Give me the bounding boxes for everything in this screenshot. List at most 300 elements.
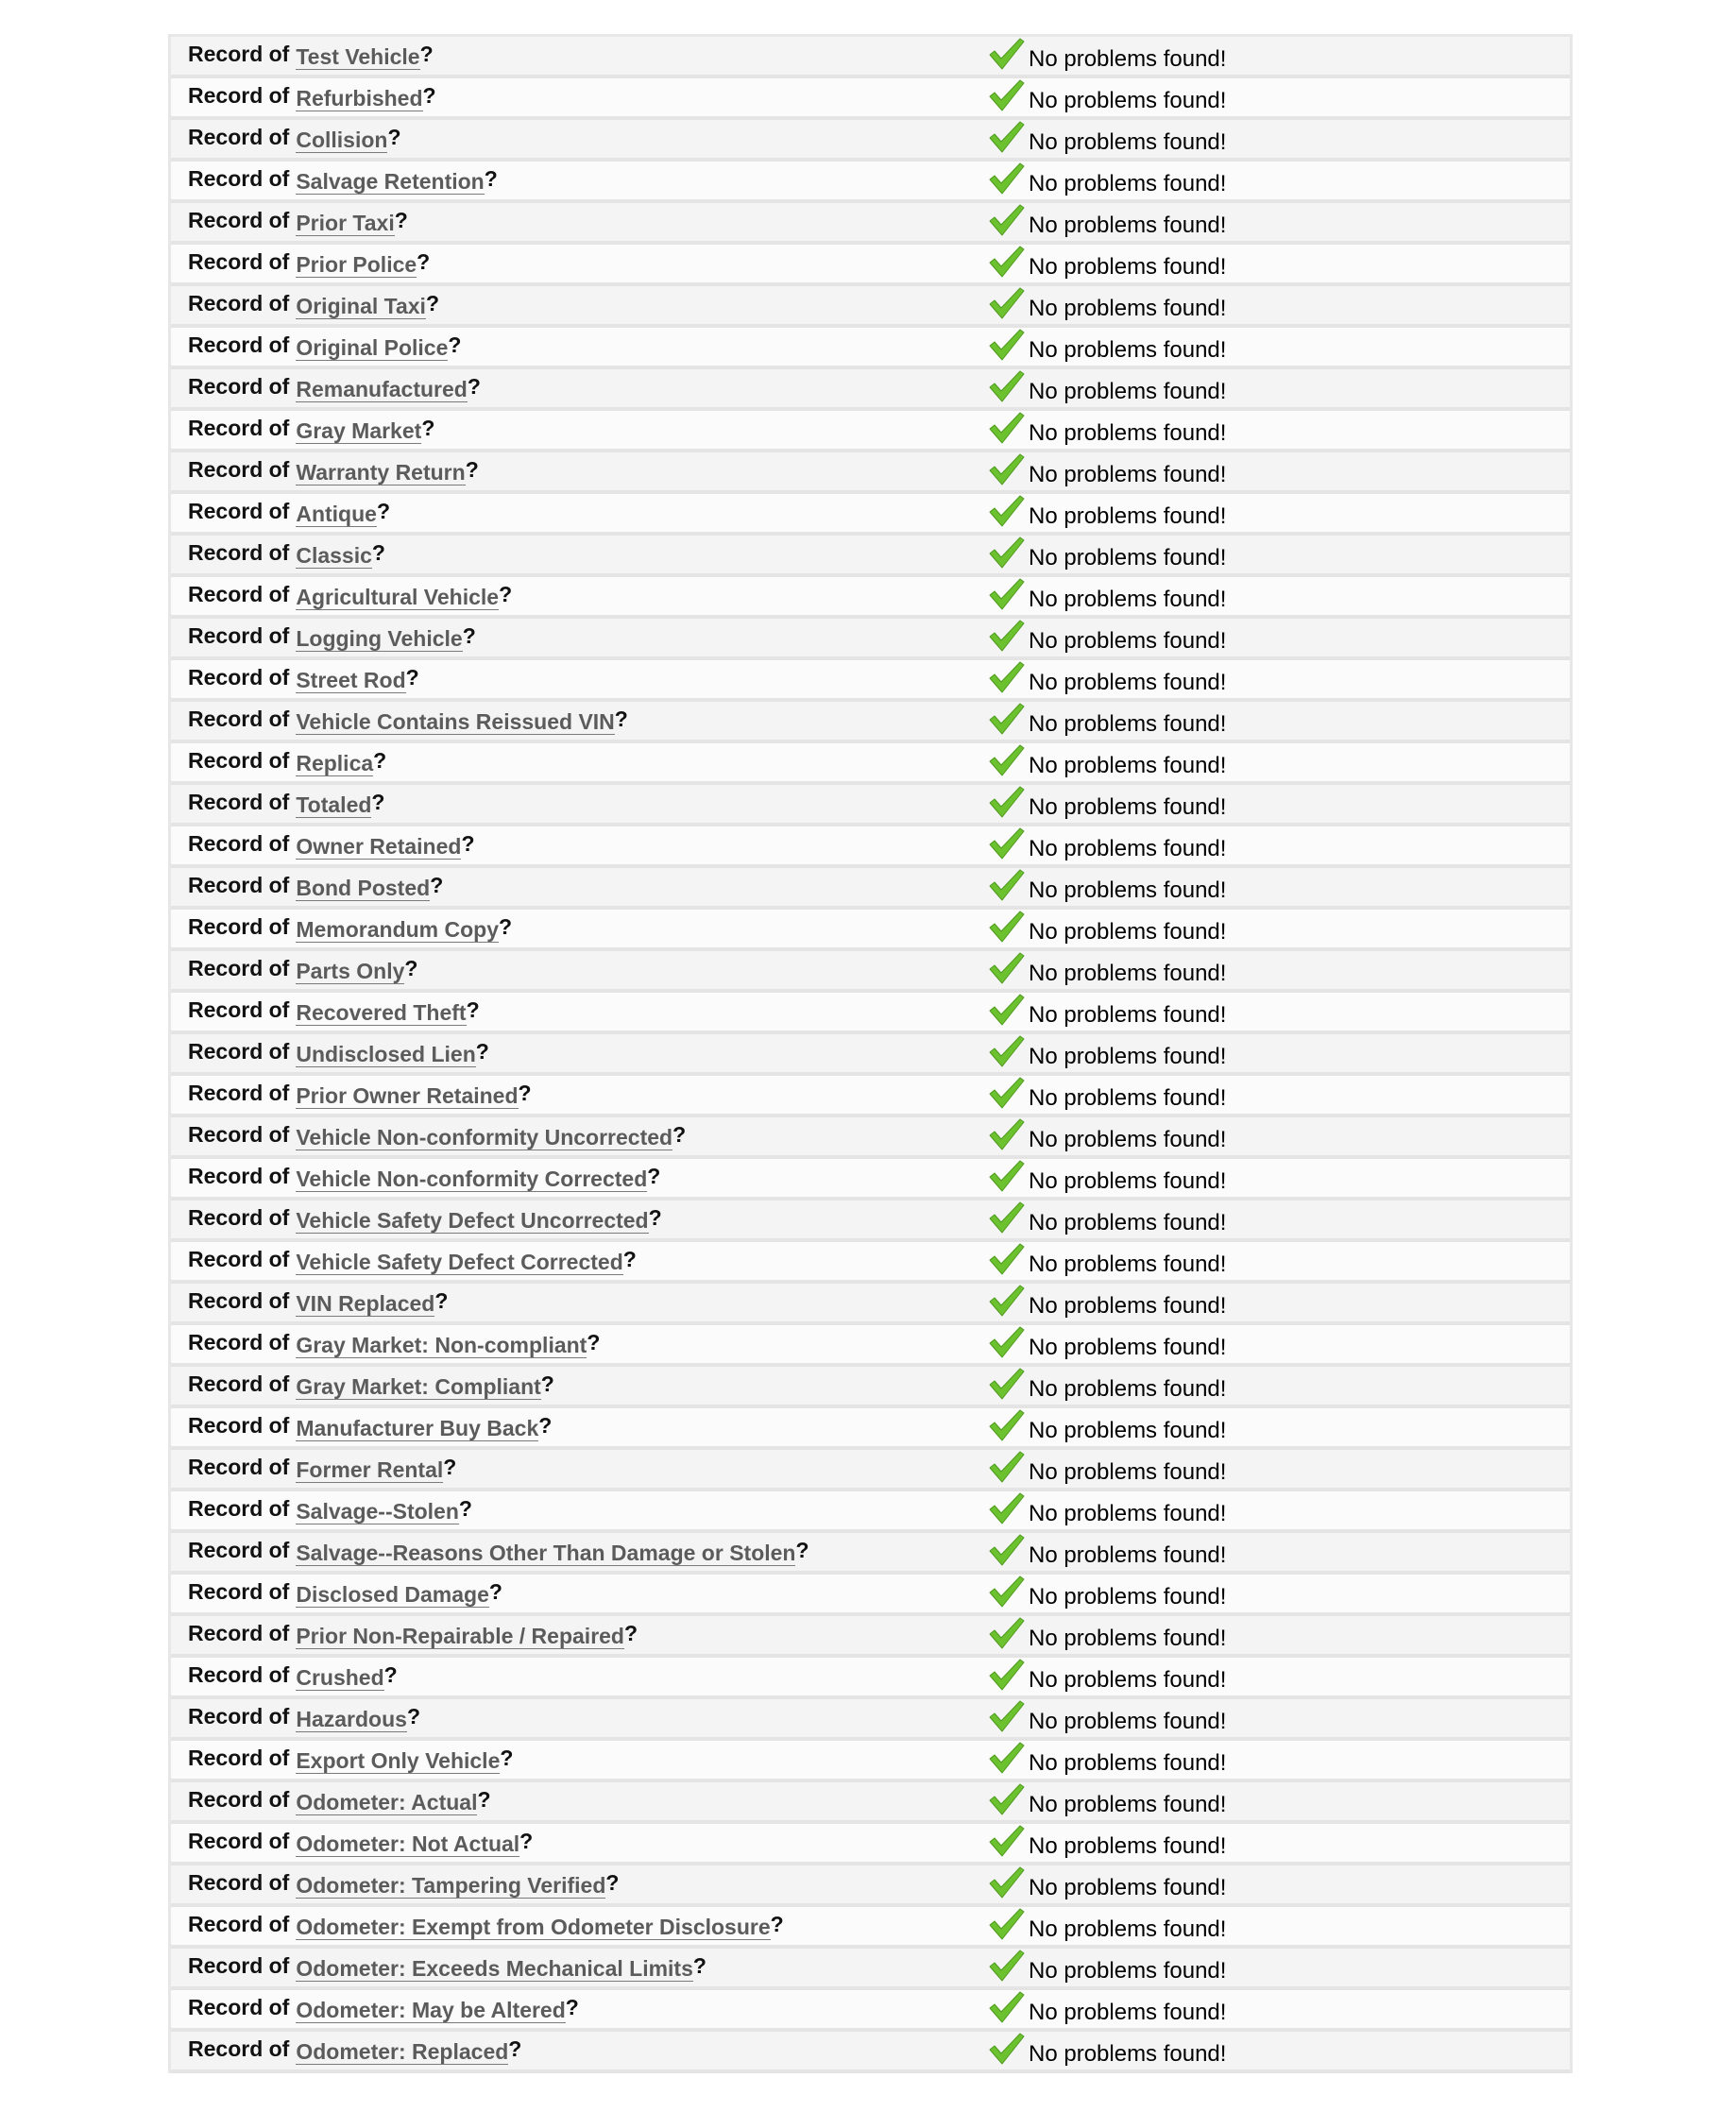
table-row — [171, 702, 1570, 743]
status-text: No problems found! — [1029, 2041, 1227, 2067]
record-type-link[interactable]: Antique — [296, 502, 377, 526]
table-row — [171, 1616, 1570, 1658]
record-suffix: ? — [622, 1247, 637, 1271]
checkmark-icon — [989, 2033, 1025, 2065]
record-suffix: ? — [484, 166, 498, 191]
record-label — [188, 1246, 637, 1272]
record-suffix: ? — [499, 582, 513, 606]
record-prefix: Record of — [188, 374, 290, 399]
checkmark-icon — [989, 79, 1025, 111]
record-type-link[interactable]: Odometer: Exceeds Mechanical Limits — [296, 1956, 693, 1981]
record-label — [188, 207, 408, 233]
record-type-link[interactable]: Remanufactured — [296, 377, 468, 401]
record-suffix: ? — [587, 1330, 601, 1354]
checkmark-icon — [989, 786, 1025, 818]
record-label — [188, 1121, 686, 1148]
checkmark-icon — [989, 620, 1025, 652]
table-row — [171, 1491, 1570, 1533]
checkmark-icon — [989, 1243, 1025, 1275]
record-type-link[interactable]: Prior Non-Repairable / Repaired — [296, 1624, 624, 1648]
record-label — [188, 1703, 420, 1729]
record-suffix: ? — [477, 1787, 491, 1812]
status-text: No problems found! — [1029, 337, 1227, 363]
checkmark-icon — [989, 1617, 1025, 1649]
record-prefix: Record of — [188, 499, 290, 523]
status-text: No problems found! — [1029, 919, 1227, 945]
checkmark-icon — [989, 38, 1025, 70]
record-suffix: ? — [443, 1455, 457, 1479]
checkmark-icon — [989, 1950, 1025, 1982]
record-suffix: ? — [466, 997, 480, 1022]
record-suffix: ? — [518, 1081, 532, 1105]
record-suffix: ? — [406, 1704, 420, 1729]
record-label — [188, 1038, 489, 1065]
record-prefix: Record of — [188, 1496, 290, 1521]
record-type-link[interactable]: Replica — [296, 751, 374, 775]
record-type-link[interactable]: Collision — [296, 128, 388, 152]
table-row — [171, 993, 1570, 1034]
table-row — [171, 1325, 1570, 1367]
record-prefix: Record of — [188, 1621, 290, 1645]
table-row — [171, 120, 1570, 162]
table-row — [171, 743, 1570, 785]
record-suffix: ? — [540, 1371, 554, 1396]
record-suffix: ? — [371, 540, 385, 565]
table-row — [171, 619, 1570, 660]
record-suffix: ? — [404, 956, 418, 980]
table-row — [171, 1284, 1570, 1325]
checkmark-icon — [989, 744, 1025, 776]
table-row — [171, 660, 1570, 702]
record-check-table — [168, 34, 1573, 2073]
table-row — [171, 286, 1570, 328]
record-label — [188, 124, 401, 150]
record-prefix: Record of — [188, 1746, 290, 1770]
record-suffix: ? — [422, 83, 436, 108]
table-row — [171, 1865, 1570, 1907]
record-type-link[interactable]: Disclosed Damage — [296, 1582, 489, 1607]
checkmark-icon — [989, 1700, 1025, 1732]
record-type-link[interactable]: Bond Posted — [296, 876, 431, 900]
record-type-link[interactable]: Original Taxi — [296, 294, 426, 318]
status-text: No problems found! — [1029, 1875, 1227, 1900]
record-prefix: Record of — [188, 873, 290, 897]
table-row — [171, 2032, 1570, 2073]
record-suffix: ? — [448, 332, 462, 357]
status-text: No problems found! — [1029, 877, 1227, 903]
record-prefix: Record of — [188, 665, 290, 690]
record-label — [188, 830, 475, 857]
checkmark-icon — [989, 952, 1025, 984]
record-prefix: Record of — [188, 1122, 290, 1147]
checkmark-icon — [989, 204, 1025, 236]
status-text: No problems found! — [1029, 503, 1227, 529]
record-prefix: Record of — [188, 748, 290, 773]
record-label — [188, 1287, 448, 1314]
record-suffix: ? — [500, 1746, 514, 1770]
record-type-link[interactable]: Odometer: Replaced — [296, 2039, 509, 2064]
status-text: No problems found! — [1029, 1958, 1227, 1984]
record-prefix: Record of — [188, 1205, 290, 1230]
table-row — [171, 1159, 1570, 1201]
record-label — [188, 789, 384, 815]
checkmark-icon — [989, 495, 1025, 527]
table-row — [171, 536, 1570, 577]
record-suffix: ? — [623, 1621, 638, 1645]
record-prefix: Record of — [188, 1662, 290, 1687]
record-suffix: ? — [373, 748, 387, 773]
record-suffix: ? — [462, 623, 476, 648]
table-row — [171, 1367, 1570, 1408]
table-row — [171, 1533, 1570, 1575]
record-prefix: Record of — [188, 166, 290, 191]
checkmark-icon — [989, 287, 1025, 319]
table-row — [171, 1076, 1570, 1117]
record-suffix: ? — [508, 2036, 522, 2061]
record-prefix: Record of — [188, 208, 290, 232]
table-row — [171, 1242, 1570, 1284]
status-text: No problems found! — [1029, 1293, 1227, 1319]
checkmark-icon — [989, 1534, 1025, 1566]
record-suffix: ? — [371, 790, 385, 814]
status-text: No problems found! — [1029, 836, 1227, 861]
record-label — [188, 913, 512, 940]
record-suffix: ? — [692, 1953, 706, 1978]
record-label — [188, 1745, 513, 1771]
record-type-link[interactable]: Recovered Theft — [296, 1000, 467, 1025]
record-label — [188, 1204, 662, 1231]
record-type-link[interactable]: Street Rod — [296, 668, 406, 692]
record-label — [188, 664, 419, 690]
checkmark-icon — [989, 1991, 1025, 2023]
record-type-link[interactable]: Agricultural Vehicle — [296, 585, 500, 609]
record-prefix: Record of — [188, 457, 290, 482]
checkmark-icon — [989, 121, 1025, 153]
record-type-link[interactable]: Prior Owner Retained — [296, 1083, 519, 1108]
record-prefix: Record of — [188, 42, 290, 66]
status-text: No problems found! — [1029, 1667, 1227, 1693]
status-text: No problems found! — [1029, 711, 1227, 737]
record-prefix: Record of — [188, 623, 290, 648]
checkmark-icon — [989, 453, 1025, 485]
record-label — [188, 1911, 784, 1937]
record-type-link[interactable]: Vehicle Safety Defect Corrected — [296, 1250, 623, 1274]
record-prefix: Record of — [188, 1704, 290, 1729]
record-label — [188, 373, 481, 400]
status-text: No problems found! — [1029, 1916, 1227, 1942]
table-row — [171, 826, 1570, 868]
record-label — [188, 498, 390, 524]
record-suffix: ? — [467, 374, 481, 399]
table-row — [171, 369, 1570, 411]
record-suffix: ? — [565, 1995, 579, 2019]
record-prefix: Record of — [188, 1455, 290, 1479]
status-text: No problems found! — [1029, 1127, 1227, 1152]
table-row — [171, 1990, 1570, 2032]
record-type-link[interactable]: Owner Retained — [296, 834, 462, 859]
record-type-link[interactable]: Gray Market: Compliant — [296, 1374, 541, 1399]
table-row — [171, 1117, 1570, 1159]
record-label — [188, 1952, 706, 1979]
status-text: No problems found! — [1029, 213, 1227, 238]
record-prefix: Record of — [188, 1371, 290, 1396]
checkmark-icon — [989, 1659, 1025, 1691]
record-label — [188, 1994, 579, 2020]
record-type-link[interactable]: Odometer: Tampering Verified — [296, 1873, 606, 1898]
status-text: No problems found! — [1029, 1750, 1227, 1776]
table-row — [171, 577, 1570, 619]
checkmark-icon — [989, 661, 1025, 693]
record-type-link[interactable]: Odometer: Exempt from Odometer Disclosure — [296, 1915, 771, 1939]
status-text: No problems found! — [1029, 379, 1227, 404]
table-row — [171, 328, 1570, 369]
status-text: No problems found! — [1029, 88, 1227, 113]
record-label — [188, 165, 498, 192]
record-label — [188, 1786, 491, 1813]
status-text: No problems found! — [1029, 129, 1227, 155]
record-prefix: Record of — [188, 83, 290, 108]
record-label — [188, 2035, 521, 2062]
status-text: No problems found! — [1029, 1418, 1227, 1443]
table-row — [171, 452, 1570, 494]
status-text: No problems found! — [1029, 1376, 1227, 1402]
record-type-link[interactable]: Refurbished — [296, 86, 423, 111]
record-suffix: ? — [499, 914, 513, 939]
record-suffix: ? — [605, 1870, 620, 1895]
checkmark-icon — [989, 1118, 1025, 1150]
record-prefix: Record of — [188, 997, 290, 1022]
table-row — [171, 1201, 1570, 1242]
record-type-link[interactable]: Gray Market: Non-compliant — [296, 1333, 587, 1357]
record-prefix: Record of — [188, 831, 290, 856]
status-text: No problems found! — [1029, 420, 1227, 446]
record-suffix: ? — [425, 291, 440, 315]
status-text: No problems found! — [1029, 753, 1227, 778]
record-label — [188, 1163, 660, 1189]
checkmark-icon — [989, 578, 1025, 610]
record-prefix: Record of — [188, 416, 290, 440]
status-text: No problems found! — [1029, 1542, 1227, 1568]
record-prefix: Record of — [188, 125, 290, 149]
record-label — [188, 1495, 472, 1522]
record-suffix: ? — [488, 1579, 502, 1604]
status-text: No problems found! — [1029, 1044, 1227, 1069]
table-row — [171, 203, 1570, 245]
checkmark-icon — [989, 1368, 1025, 1400]
record-type-link[interactable]: Prior Taxi — [296, 211, 395, 235]
record-label — [188, 82, 436, 109]
record-type-link[interactable]: Vehicle Safety Defect Uncorrected — [296, 1208, 649, 1233]
record-label — [188, 872, 443, 898]
record-label — [188, 1661, 398, 1688]
status-text: No problems found! — [1029, 1210, 1227, 1235]
record-suffix: ? — [647, 1164, 661, 1188]
table-row — [171, 162, 1570, 203]
checkmark-icon — [989, 1035, 1025, 1067]
record-type-link[interactable]: Salvage Retention — [296, 169, 485, 194]
record-label — [188, 1578, 502, 1605]
record-prefix: Record of — [188, 249, 290, 274]
record-suffix: ? — [648, 1205, 662, 1230]
checkmark-icon — [989, 827, 1025, 860]
record-label — [188, 332, 461, 358]
status-text: No problems found! — [1029, 1168, 1227, 1194]
record-type-link[interactable]: Salvage--Reasons Other Than Damage or Stolen — [296, 1541, 796, 1565]
record-prefix: Record of — [188, 2036, 290, 2061]
checkmark-icon — [989, 1575, 1025, 1608]
record-suffix: ? — [434, 1288, 449, 1313]
checkmark-icon — [989, 1742, 1025, 1774]
table-row — [171, 1699, 1570, 1741]
status-text: No problems found! — [1029, 1792, 1227, 1817]
record-prefix: Record of — [188, 1081, 290, 1105]
record-type-link[interactable]: Crushed — [296, 1665, 384, 1690]
status-text: No problems found! — [1029, 1252, 1227, 1277]
record-label — [188, 1828, 533, 1854]
record-prefix: Record of — [188, 332, 290, 357]
record-type-link[interactable]: Odometer: Actual — [296, 1790, 478, 1814]
record-type-link[interactable]: Classic — [296, 543, 372, 568]
table-row — [171, 494, 1570, 536]
record-label — [188, 41, 434, 67]
record-suffix: ? — [387, 125, 401, 149]
record-type-link[interactable]: Odometer: May be Altered — [296, 1998, 566, 2022]
table-row — [171, 37, 1570, 78]
record-suffix: ? — [376, 499, 391, 523]
status-text: No problems found! — [1029, 628, 1227, 654]
record-type-link[interactable]: Logging Vehicle — [296, 626, 463, 651]
record-type-link[interactable]: Export Only Vehicle — [296, 1748, 501, 1773]
record-prefix: Record of — [188, 1538, 290, 1562]
record-type-link[interactable]: Hazardous — [296, 1707, 407, 1731]
table-row — [171, 1034, 1570, 1076]
table-row — [171, 910, 1570, 951]
record-prefix: Record of — [188, 1953, 290, 1978]
record-suffix: ? — [458, 1496, 472, 1521]
record-prefix: Record of — [188, 1787, 290, 1812]
checkmark-icon — [989, 1451, 1025, 1483]
table-row — [171, 1741, 1570, 1782]
record-label — [188, 1869, 619, 1896]
checkmark-icon — [989, 412, 1025, 444]
status-text: No problems found! — [1029, 1002, 1227, 1028]
record-suffix: ? — [614, 707, 628, 731]
checkmark-icon — [989, 1160, 1025, 1192]
record-type-link[interactable]: Gray Market — [296, 418, 422, 443]
record-label — [188, 1412, 552, 1439]
status-text: No problems found! — [1029, 1335, 1227, 1360]
record-suffix: ? — [421, 416, 435, 440]
record-prefix: Record of — [188, 1330, 290, 1354]
table-row — [171, 411, 1570, 452]
record-label — [188, 1080, 532, 1106]
record-label — [188, 456, 479, 483]
status-text: No problems found! — [1029, 670, 1227, 695]
table-row — [171, 785, 1570, 826]
checkmark-icon — [989, 1285, 1025, 1317]
record-type-link[interactable]: Odometer: Not Actual — [296, 1831, 520, 1856]
record-prefix: Record of — [188, 1829, 290, 1853]
status-text: No problems found! — [1029, 1501, 1227, 1526]
status-text: No problems found! — [1029, 1584, 1227, 1610]
record-type-link[interactable]: Parts Only — [296, 959, 405, 983]
table-row — [171, 1658, 1570, 1699]
status-text: No problems found! — [1029, 961, 1227, 986]
table-row — [171, 245, 1570, 286]
record-suffix: ? — [465, 457, 479, 482]
record-label — [188, 248, 430, 275]
checkmark-icon — [989, 329, 1025, 361]
record-prefix: Record of — [188, 707, 290, 731]
record-suffix: ? — [417, 249, 431, 274]
record-label — [188, 581, 512, 607]
checkmark-icon — [989, 1908, 1025, 1940]
checkmark-icon — [989, 246, 1025, 278]
record-prefix: Record of — [188, 1912, 290, 1936]
status-text: No problems found! — [1029, 462, 1227, 487]
record-label — [188, 539, 385, 566]
record-type-link[interactable]: Former Rental — [296, 1457, 444, 1482]
status-text: No problems found! — [1029, 171, 1227, 196]
record-prefix: Record of — [188, 790, 290, 814]
record-prefix: Record of — [188, 1995, 290, 2019]
checkmark-icon — [989, 537, 1025, 569]
status-text: No problems found! — [1029, 587, 1227, 612]
record-type-link[interactable]: Totaled — [296, 792, 372, 817]
record-suffix: ? — [430, 873, 444, 897]
checkmark-icon — [989, 1077, 1025, 1109]
record-type-link[interactable]: Vehicle Non-conformity Uncorrected — [296, 1125, 673, 1150]
record-label — [188, 290, 439, 316]
status-text: No problems found! — [1029, 296, 1227, 321]
record-type-link[interactable]: Undisclosed Lien — [296, 1042, 476, 1066]
record-prefix: Record of — [188, 1039, 290, 1064]
checkmark-icon — [989, 703, 1025, 735]
record-prefix: Record of — [188, 582, 290, 606]
table-row — [171, 1408, 1570, 1450]
record-type-link[interactable]: Prior Police — [296, 252, 417, 277]
record-prefix: Record of — [188, 1164, 290, 1188]
record-label — [188, 622, 476, 649]
record-label — [188, 1537, 809, 1563]
record-type-link[interactable]: Original Police — [296, 335, 449, 360]
status-text: No problems found! — [1029, 1085, 1227, 1111]
record-prefix: Record of — [188, 1579, 290, 1604]
record-suffix: ? — [419, 42, 434, 66]
record-type-link[interactable]: Vehicle Contains Reissued VIN — [296, 709, 615, 734]
record-type-link[interactable]: Warranty Return — [296, 460, 466, 485]
record-prefix: Record of — [188, 1870, 290, 1895]
record-type-link[interactable]: Test Vehicle — [296, 44, 420, 69]
status-text: No problems found! — [1029, 1833, 1227, 1859]
checkmark-icon — [989, 1409, 1025, 1441]
table-row — [171, 1949, 1570, 1990]
record-label — [188, 706, 628, 732]
table-row — [171, 1824, 1570, 1865]
table-row — [171, 1907, 1570, 1949]
record-label — [188, 1329, 600, 1355]
record-label — [188, 747, 386, 774]
record-prefix: Record of — [188, 1247, 290, 1271]
status-text: No problems found! — [1029, 1709, 1227, 1734]
record-type-link[interactable]: Manufacturer Buy Back — [296, 1416, 539, 1440]
record-type-link[interactable]: Memorandum Copy — [296, 917, 500, 942]
record-type-link[interactable]: Salvage--Stolen — [296, 1499, 459, 1524]
table-row — [171, 951, 1570, 993]
record-suffix: ? — [383, 1662, 398, 1687]
record-type-link[interactable]: VIN Replaced — [296, 1291, 435, 1316]
record-type-link[interactable]: Vehicle Non-conformity Corrected — [296, 1167, 648, 1191]
